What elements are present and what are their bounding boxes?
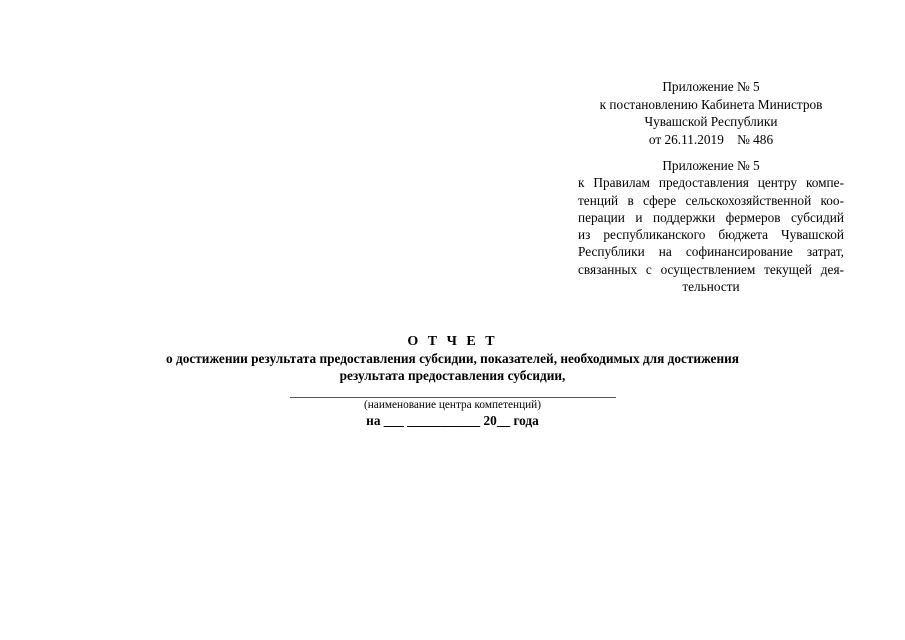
resolution-date-number: от 26.11.2019 № 486 — [648, 131, 774, 147]
resolution-reference: к постановлению Кабинета Министров — [599, 96, 823, 112]
rules-text-line: тенций в сфере сельскохозяйственной коо- — [578, 192, 844, 208]
rules-text-line: из республиканского бюджета Чувашской — [578, 227, 844, 243]
report-period: на ___ ___________ 20__ года — [366, 413, 539, 428]
appendix-number: Приложение № 5 — [662, 79, 760, 94]
rules-text-line: связанных с осуществлением текущей дея- — [578, 261, 844, 277]
rules-text-line: к Правилам предоставления центру компе- — [578, 175, 844, 191]
rules-appendix-block — [578, 157, 844, 295]
rules-text-line: Республики на софинансирование затрат, — [578, 244, 844, 260]
report-subtitle-line: результата предоставления субсидии, — [339, 368, 566, 383]
rules-text-line: перации и поддержки фермеров субсидий — [578, 209, 844, 225]
resolution-appendix-block — [578, 78, 844, 148]
rules-text-last-line: тельности — [682, 279, 740, 295]
republic-name: Чувашской Республики — [644, 114, 778, 129]
rules-appendix-heading: Приложение № 5 — [662, 158, 760, 173]
report-subtitle-line: о достижении результата предоставления субсидии, показателей, необходимых для достижения — [166, 351, 739, 366]
report-subtitle — [0, 350, 905, 384]
center-name-blank-line — [290, 397, 616, 398]
report-title: О Т Ч Е Т — [407, 334, 498, 349]
center-name-caption: (наименование центра компетенций) — [364, 399, 541, 411]
